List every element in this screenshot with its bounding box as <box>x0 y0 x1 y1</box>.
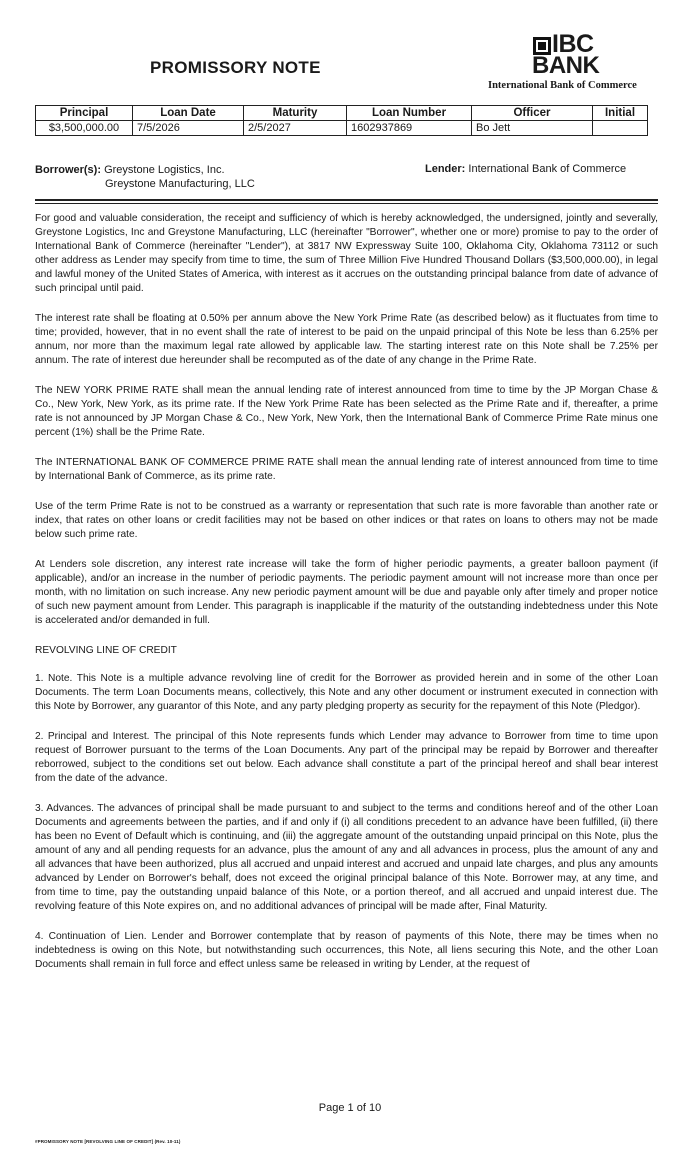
header-officer: Officer <box>472 106 593 121</box>
paragraph-prime-rate-use: Use of the term Prime Rate is not to be construed as a warranty or representation that such rate is more favorable than another rate or index, that rates on other loans or credit facilities may not be based on other indices or that rates on loans to others may not be made below such prime rate. <box>35 501 658 540</box>
paragraph-continuation-of-lien: 4. Continuation of Lien. Lender and Borrower contemplate that by reason of payments of this Note, there may be times when no indebtedness is owing on this Note, but notwithstanding such occurrences, this Note, all liens securing this Note, and the other Loan Documents shall remain in full force and effect unless same be released in writing by Lender, at the request of <box>35 931 658 970</box>
value-loan-date: 7/5/2026 <box>133 121 244 136</box>
divider-thick <box>35 199 658 201</box>
value-principal: $3,500,000.00 <box>36 121 133 136</box>
borrower-label: Borrower(s): <box>35 164 102 176</box>
borrower-name-1: Greystone Logistics, Inc. <box>104 164 225 176</box>
loan-table-header-row <box>36 106 648 121</box>
loan-summary-table <box>35 105 648 136</box>
paragraph-interest-rate: The interest rate shall be floating at 0.50% per annum above the New York Prime Rate (as described below) as it fluctuates from time to time; provided, however, that in no event shall the rate of interest to be paid on the unpaid principal of this Note be less than 6.25% per annum, nor more than the maximum legal rate allowed by applicable law. The starting interest rate on this Note shall be 7.25% per annum. The rate of interest due hereunder shall be recomputed as of the date of any change in the Prime Rate. <box>35 313 658 366</box>
lender-block <box>425 163 626 175</box>
value-initial <box>593 121 648 136</box>
divider-thin <box>35 203 658 204</box>
value-loan-number: 1602937869 <box>347 121 472 136</box>
logo-bank-text: BANK <box>532 52 600 79</box>
document-body <box>35 212 658 988</box>
paragraph-note: 1. Note. This Note is a multiple advance revolving line of credit for the Borrower as provided herein and in some of the other Loan Documents. The term Loan Documents means, collectively, this Note and any other document or instrument executed in connection with this Note by Borrower, any guarantor of this Note, and any party pledging property as security for the repayment of this Note (Pledgor). <box>35 673 658 712</box>
borrower-name-2: Greystone Manufacturing, LLC <box>105 178 255 190</box>
document-title: PROMISSORY NOTE <box>150 58 321 77</box>
header-initial: Initial <box>593 106 648 121</box>
lender-name: International Bank of Commerce <box>468 163 627 175</box>
header-principal: Principal <box>36 106 133 121</box>
paragraph-consideration: For good and valuable consideration, the receipt and sufficiency of which is hereby acknowledged, the undersigned, jointly and severally, Greystone Logistics, Inc and Greystone Manufacturing, LLC (hereinafter "Borrower", whether one or more) promise to pay to the order of International Bank of Commerce (hereinafter "Lender"), at 3817 NW Expressway Suite 100, Oklahoma City, Oklahoma 73112 or such other address as Lender may specify from time to time, the sum of Three Million Five Hundred Thousand Dollars ($3,500,000.00), in legal and lawful money of the United States of America, with interest as it accrues on the outstanding principal balance from date of advance of such principal until paid. <box>35 213 658 294</box>
paragraph-ibc-prime-rate: The INTERNATIONAL BANK OF COMMERCE PRIME RATE shall mean the annual lending rate of interest announced from time to time by International Bank of Commerce, as its prime rate. <box>35 457 658 482</box>
header-loan-number: Loan Number <box>347 106 472 121</box>
paragraph-ny-prime-rate: The NEW YORK PRIME RATE shall mean the annual lending rate of interest announced from time to time by the JP Morgan Chase & Co., New York, New York, as its prime rate. If the New York Prime Rate has been selected as the Prime Rate and if, thereafter, a prime rate is not announced by JP Morgan Chase & Co., New York, New York, then the International Bank of Commerce Prime Rate minus one percent (1%) shall be the Prime Rate. <box>35 385 658 438</box>
section-heading-revolving: REVOLVING LINE OF CREDIT <box>35 645 177 656</box>
page-number: Page 1 of 10 <box>318 1102 382 1114</box>
paragraph-rate-increase: At Lenders sole discretion, any interest rate increase will take the form of higher periodic payments, a greater balloon payment (if applicable), and/or an increase in the number of periodic payments. The periodic payment amount will not increase more than once per month, with no limitation on such increase. Any new periodic payment amount will be due and payable only after timely and proper notice of such new payment amount from Lender. This paragraph is inapplicable if the maturity of the outstanding indebtedness under this Note is accelerated and/or demanded in full. <box>35 559 658 626</box>
paragraph-advances: 3. Advances. The advances of principal shall be made pursuant to and subject to the terms and conditions hereof and of the other Loan Documents and agreements between the parties, and if and only if (i) all conditions precedent to an advance have been fulfilled, (ii) there has been no Event of Default which is continuing, and (iii) the aggregate amount of the outstanding unpaid principal on this Note, plus the amount of any and all pending requests for an advance, plus the amount of any and all advances in process, plus the amount of any and all advances that have been authorized, plus all accrued and unpaid interest and accrued and unpaid late charges, and plus any amounts advanced by Lender on Borrower's behalf, does not exceed the original principal balance of this Note. Borrower may, at any time, and from time to time, pay the outstanding unpaid balance of this Note, or a portion thereof, and all accrued and unpaid interest due. The revolving feature of this Note expires on, and no additional advances of principal will be made after, Final Maturity. <box>35 803 658 912</box>
header-loan-date: Loan Date <box>133 106 244 121</box>
logo-subtitle: International Bank of Commerce <box>488 80 637 91</box>
paragraph-principal-interest: 2. Principal and Interest. The principal of this Note represents funds which Lender may advance to Borrower from time to time upon request of Borrower pursuant to the terms of the Loan Documents. Any part of the principal may be repaid by Borrower and thereafter reborrowed, subject to the conditions set out below. Each advance shall constitute a part of the principal hereof and shall bear interest from the date of the advance. <box>35 731 658 784</box>
loan-table-value-row <box>36 121 648 136</box>
borrower-block <box>35 163 255 191</box>
value-maturity: 2/5/2027 <box>244 121 347 136</box>
lender-label: Lender: <box>425 163 466 175</box>
value-officer: Bo Jett <box>472 121 593 136</box>
header-maturity: Maturity <box>244 106 347 121</box>
form-footer: #PROMISSORY NOTE [REVOLVING LINE OF CREDIT] (Rev. 10-11) <box>35 1139 181 1144</box>
bank-logo <box>488 30 658 94</box>
logo-ibc-text: IBC <box>552 30 594 58</box>
